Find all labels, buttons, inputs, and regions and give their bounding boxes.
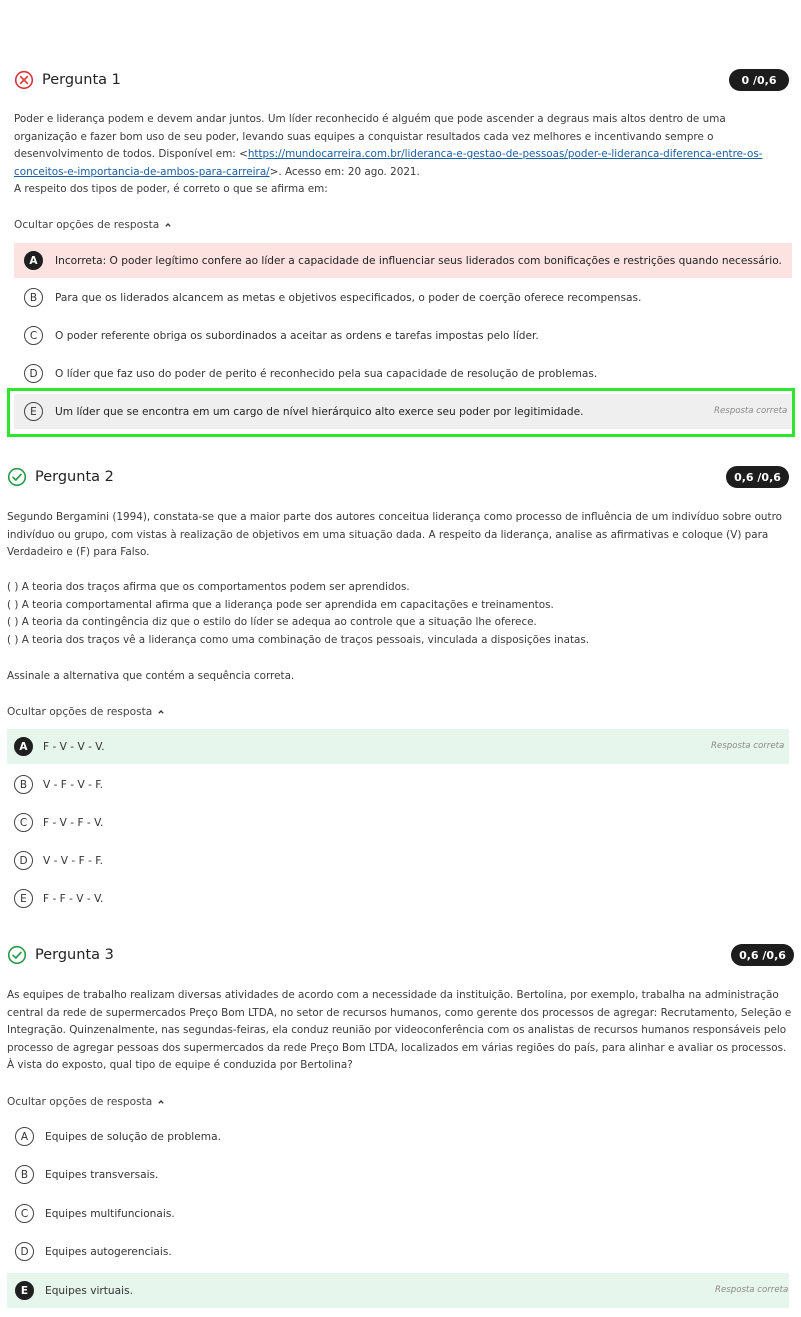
option-b[interactable]	[7, 1157, 789, 1192]
option-letter: C	[15, 1204, 34, 1223]
option-text: F - F - V - V.	[43, 892, 104, 905]
option-text: Para que os liderados alcancem as metas e objetivos especificados, o poder de coerção oferece recompensas.	[55, 291, 642, 304]
option-c[interactable]	[14, 318, 792, 353]
option-text: O líder que faz uso do poder de perito é reconhecido pela sua capacidade de resolução de problemas.	[55, 367, 598, 380]
option-letter: A	[15, 1127, 34, 1146]
correct-answer-note: Resposta correta	[715, 1285, 789, 1295]
option-c[interactable]	[7, 1196, 789, 1231]
statement-list	[7, 579, 792, 649]
hide-options-toggle[interactable]: Ocultar opções de resposta	[14, 219, 171, 231]
list-item: ( ) A teoria dos traços afirma que os comportamentos podem ser aprendidos.	[7, 581, 410, 593]
hide-options-toggle[interactable]: Ocultar opções de resposta	[7, 706, 164, 718]
question-2-header	[7, 464, 114, 490]
list-item: ( ) A teoria dos traços vê a liderança como uma combinação de traços pessoais, vinculada a disposições inatas.	[7, 633, 590, 646]
option-text: Equipes multifuncionais.	[45, 1207, 175, 1220]
list-item: ( ) A teoria comportamental afirma que a liderança pode ser aprendida em capacitações e treinamentos.	[7, 598, 554, 611]
option-a[interactable]	[14, 243, 792, 278]
option-text: Equipes virtuais.	[45, 1284, 133, 1297]
check-circle-icon	[7, 467, 27, 487]
correct-answer-note: Resposta correta	[714, 406, 788, 416]
x-circle-icon	[14, 70, 34, 90]
option-letter: D	[24, 364, 43, 383]
option-text: V - F - V - F.	[43, 778, 104, 791]
option-d[interactable]	[7, 843, 789, 878]
question-text: Segundo Bergamini (1994), constata-se que a maior parte dos autores conceitua liderança como processo de influência de um indivíduo sobre outro indivíduo ou grupo, com vistas à realização de objetivos em uma situação dada. A respeito da liderança, analise as afirmativas e coloque (V) para Verdadeiro e (F) para Falso.	[7, 511, 782, 559]
check-circle-icon	[7, 945, 27, 965]
option-text: Equipes autogerenciais.	[45, 1245, 172, 1258]
option-letter: B	[15, 1165, 34, 1184]
option-letter: D	[15, 1242, 34, 1261]
option-text: Incorreta: O poder legítimo confere ao líder a capacidade de influenciar seus liderados com bonificações e restrições quando necessário.	[55, 254, 782, 267]
option-text: V - V - F - F.	[43, 854, 104, 867]
option-d[interactable]	[14, 356, 792, 391]
question-title: Pergunta 1	[42, 72, 121, 88]
option-a[interactable]	[7, 1119, 789, 1154]
option-text: Equipes de solução de problema.	[45, 1130, 221, 1143]
question-title: Pergunta 3	[35, 947, 114, 963]
question-1-header	[14, 67, 121, 93]
correct-answer-highlight	[7, 388, 795, 437]
question-3-header	[7, 942, 114, 968]
score-badge: 0 /0,6	[729, 69, 789, 91]
option-a[interactable]	[7, 729, 789, 764]
option-letter: B	[14, 775, 33, 794]
score-badge: 0,6 /0,6	[726, 466, 789, 488]
option-letter: A	[24, 251, 43, 270]
score-badge: 0,6 /0,6	[731, 944, 794, 966]
chevron-up-icon	[158, 1099, 164, 1105]
option-e[interactable]	[7, 1273, 789, 1308]
option-letter: A	[14, 737, 33, 756]
question-text: Poder e liderança podem e devem andar juntos. Um líder reconhecido é alguém que pode ascender a degraus mais altos dentro de uma organização e fazer bom uso de seu poder, levando suas equipes a conquistar resultados cada vez melhores e incentivando sempre o desenvolvimento de todos. Disponível em: <https://mundocarreira.com.br/lideranca-e-gestao-de-pessoas/poder-e-lideranca-diferenca-entre-os-conceitos-e-importancia-de-ambos-para-carreira/>. Acesso em: 20 ago. 2021. A respeito dos tipos de poder, é correto o que se afirma em:	[14, 113, 763, 196]
option-letter: B	[24, 288, 43, 307]
hide-options-toggle[interactable]: Ocultar opções de resposta	[7, 1096, 164, 1108]
option-letter: E	[15, 1281, 34, 1300]
option-b[interactable]	[7, 767, 789, 802]
option-letter: E	[24, 402, 43, 421]
correct-answer-note: Resposta correta	[711, 741, 785, 751]
option-text: F - V - V - V.	[43, 740, 105, 753]
question-instruction: Assinale a alternativa que contém a sequência correta.	[7, 670, 295, 682]
question-title: Pergunta 2	[35, 469, 114, 485]
option-d[interactable]	[7, 1234, 789, 1269]
option-letter: E	[14, 889, 33, 908]
chevron-up-icon	[165, 222, 171, 228]
option-text: O poder referente obriga os subordinados a aceitar as ordens e tarefas impostas pelo líder.	[55, 329, 539, 342]
list-item: ( ) A teoria da contingência diz que o estilo do líder se adequa ao controle que a situação lhe oferece.	[7, 616, 537, 629]
source-link[interactable]: https://mundocarreira.com.br/lideranca-e-gestao-de-pessoas/poder-e-lideranca-diferenca-entre-os-conceitos-e-importancia-de-ambos-para-carreira/	[14, 148, 763, 178]
option-e[interactable]	[7, 881, 789, 916]
option-text: Equipes transversais.	[45, 1168, 159, 1181]
option-letter: C	[24, 326, 43, 345]
option-c[interactable]	[7, 805, 789, 840]
option-text: F - V - F - V.	[43, 816, 104, 829]
option-b[interactable]	[14, 280, 792, 315]
option-letter: C	[14, 813, 33, 832]
question-text: As equipes de trabalho realizam diversas atividades de acordo com a necessidade da instituição. Bertolina, por exemplo, trabalha na administração central da rede de supermercados Preço Bom LTDA, no setor de recursos humanos, como gerente dos processos de agregar: Recrutamento, Seleção e Integração. Quinzenalmente, nas segundas-feiras, ela conduz reunião por videoconferência com os analistas de recursos humanos responsáveis pelo processo de agregar pessoas dos supermercados da rede Preço Bom LTDA, localizados em várias regiões do país, para alinhar e avaliar os processos. À vista do exposto, qual tipo de equipe é conduzida por Bertolina?	[7, 989, 792, 1072]
chevron-up-icon	[158, 709, 164, 715]
option-text: Um líder que se encontra em um cargo de nível hierárquico alto exerce seu poder por legitimidade.	[55, 405, 584, 418]
option-letter: D	[14, 851, 33, 870]
